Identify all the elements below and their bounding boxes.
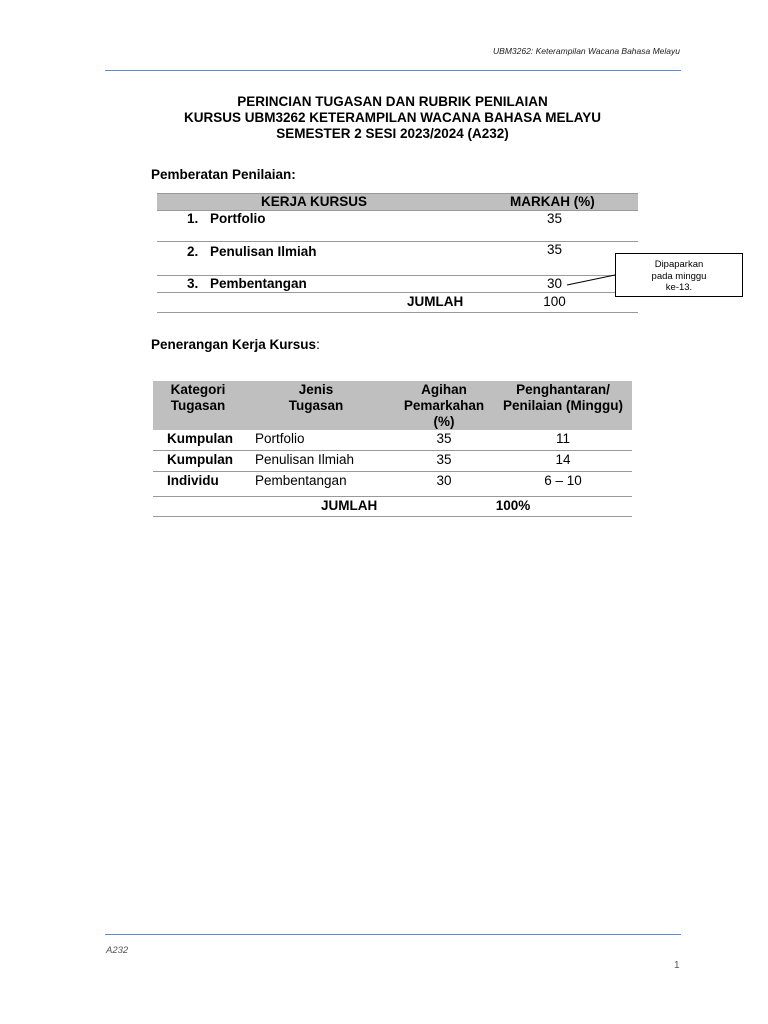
total-value: 100: [543, 294, 566, 309]
row-number: 1.: [187, 211, 199, 226]
callout-box: [615, 253, 743, 297]
footer-code: A232: [106, 945, 129, 956]
callout-line-2: pada minggu: [651, 270, 707, 282]
col-kategori-line-1: Kategori: [170, 382, 226, 397]
coursework-heading-text: Penerangan Kerja Kursus: [151, 337, 317, 352]
coursework-heading-colon: :: [316, 337, 320, 352]
coursework-heading: [151, 337, 320, 352]
cell-minggu: 14: [555, 452, 571, 467]
footer-rule: [105, 934, 681, 935]
col-jenis-line-2: Tugasan: [288, 398, 344, 413]
page-number: 1: [674, 960, 680, 971]
row-value: 30: [546, 276, 563, 291]
document-title: [0, 94, 768, 142]
running-header: UBM3262: Keterampilan Wacana Bahasa Melayu: [493, 46, 680, 56]
row-name: Portfolio: [210, 211, 266, 226]
coursework-table-header: [153, 381, 632, 430]
col-kategori-line-2: Tugasan: [170, 398, 226, 413]
cell-minggu: 11: [555, 431, 570, 446]
col-markah: MARKAH (%): [510, 194, 595, 209]
cell-jenis: Penulisan Ilmiah: [255, 452, 355, 467]
cell-agihan: 35: [436, 452, 452, 467]
total-label: JUMLAH: [407, 294, 464, 309]
row-number: 3.: [187, 276, 199, 291]
weighting-table-header: [157, 193, 638, 211]
weighting-table: [157, 193, 638, 313]
col-jenis: [268, 382, 364, 414]
title-line-2: KURSUS UBM3262 KETERAMPILAN WACANA BAHASA MELAYU: [183, 110, 602, 125]
cell-agihan: 30: [436, 473, 452, 488]
table-row: [157, 242, 638, 276]
row-name: Penulisan Ilmiah: [210, 244, 317, 259]
col-penghantaran: [498, 382, 628, 414]
table-row: [153, 430, 632, 451]
weighting-heading: Pemberatan Penilaian:: [151, 167, 296, 182]
row-value: 35: [546, 242, 563, 257]
total-value: 100%: [495, 498, 531, 513]
table-row: [153, 451, 632, 472]
total-row: [153, 496, 632, 517]
header-rule: [105, 70, 681, 71]
row-number: 2.: [187, 244, 199, 259]
coursework-table: [153, 381, 632, 517]
table-row: [157, 211, 638, 242]
col-penghantaran-line-2: Penilaian (Minggu): [503, 398, 623, 413]
col-jenis-line-1: Jenis: [298, 382, 334, 397]
col-agihan-line-1: Agihan: [421, 382, 467, 397]
cell-kategori: Kumpulan: [167, 452, 233, 467]
col-kerja-kursus: KERJA KURSUS: [261, 194, 368, 209]
cell-agihan: 35: [436, 431, 452, 446]
total-row: [157, 293, 638, 313]
cell-jenis: Portfolio: [255, 431, 305, 446]
col-agihan: [395, 382, 493, 430]
cell-kategori: Individu: [167, 473, 219, 488]
col-agihan-line-3: (%): [433, 414, 455, 429]
callout-line-3: ke-13.: [665, 282, 693, 293]
table-row: [153, 472, 632, 492]
table-row: [157, 276, 638, 293]
cell-jenis: Pembentangan: [255, 473, 347, 488]
row-value: 35: [546, 211, 563, 226]
col-kategori: [153, 382, 243, 414]
total-label: JUMLAH: [321, 498, 378, 513]
col-agihan-line-2: Pemarkahan: [403, 398, 485, 413]
cell-minggu: 6 – 10: [544, 473, 582, 488]
title-line-3: SEMESTER 2 SESI 2023/2024 (A232): [276, 126, 509, 141]
col-penghantaran-line-1: Penghantaran/: [516, 382, 610, 397]
cell-kategori: Kumpulan: [167, 431, 233, 446]
row-name: Pembentangan: [210, 276, 307, 291]
title-line-1: PERINCIAN TUGASAN DAN RUBRIK PENILAIAN: [237, 94, 548, 109]
callout-line-1: Dipaparkan: [654, 259, 704, 270]
